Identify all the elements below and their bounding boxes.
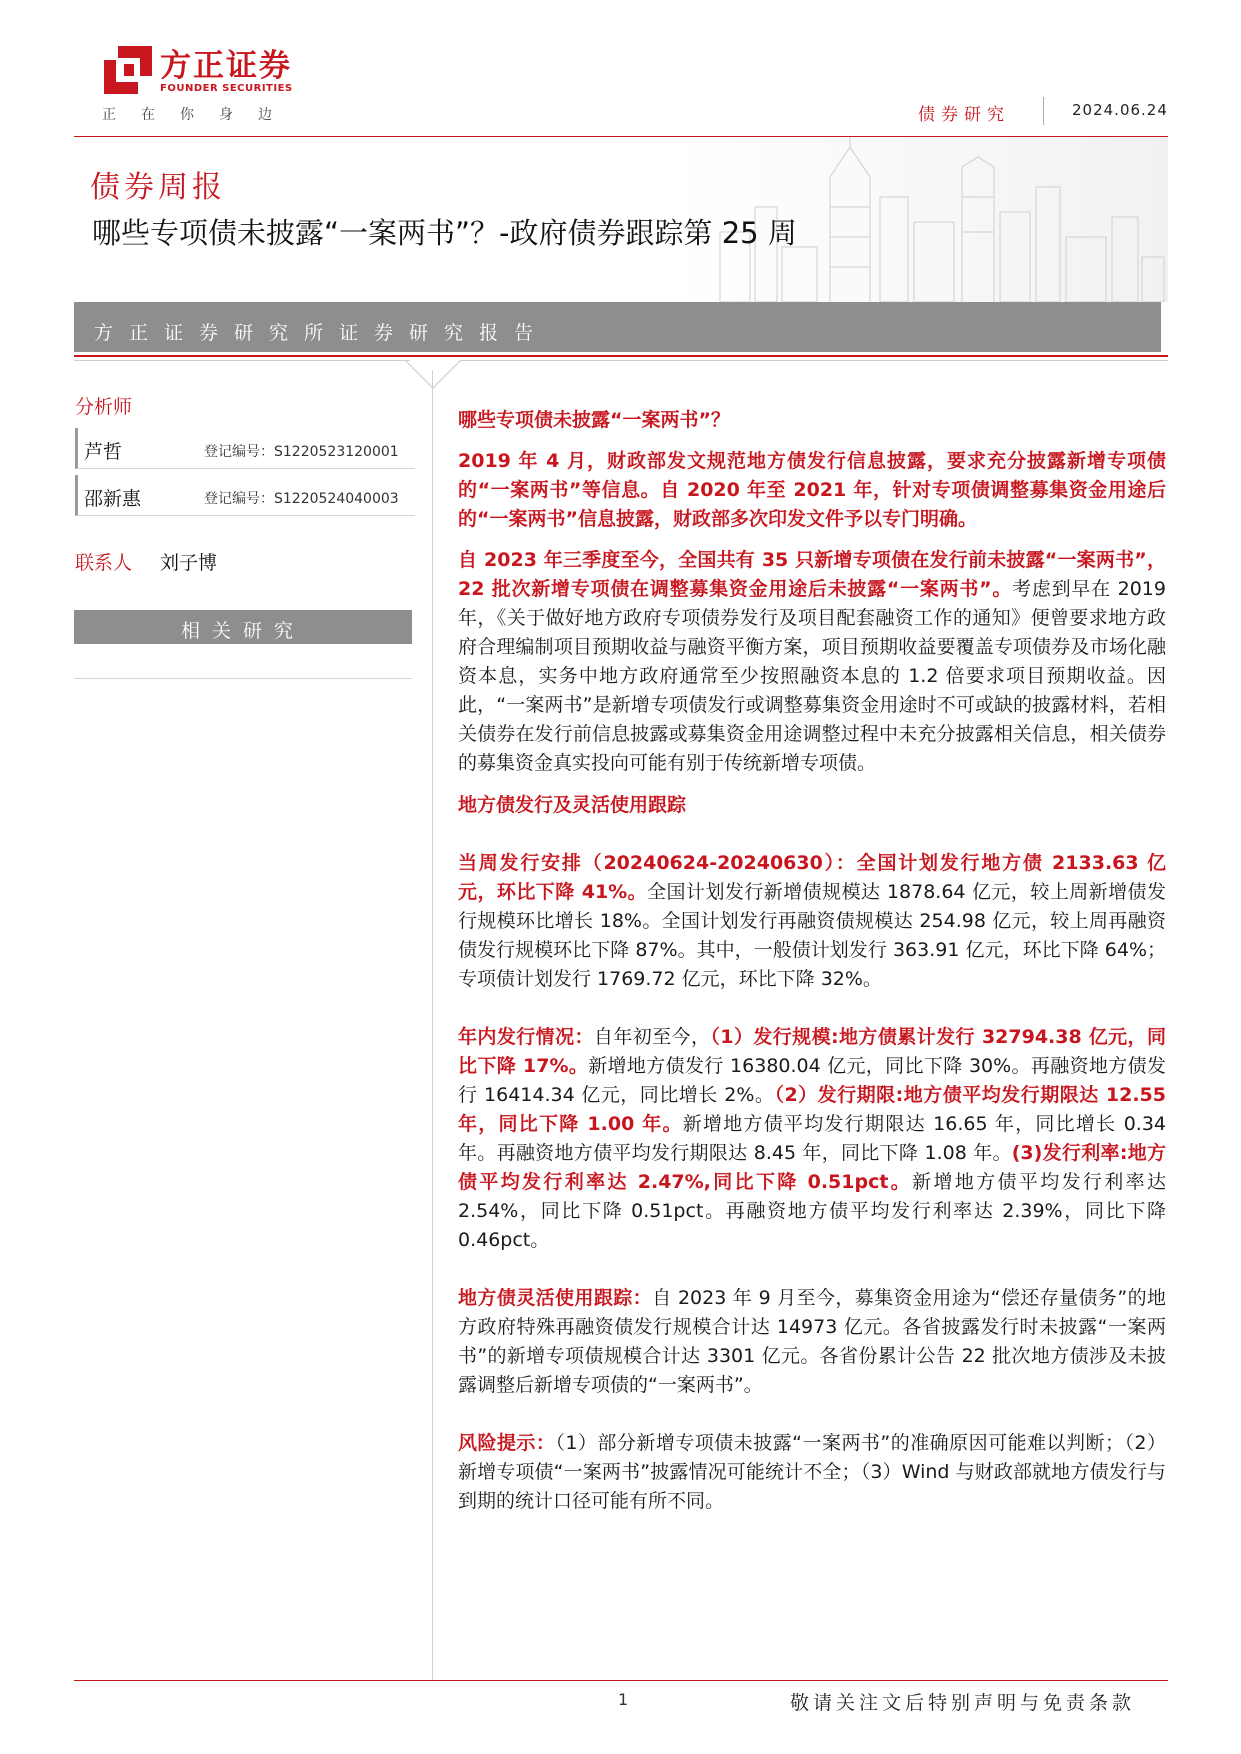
contact-label: 联系人	[75, 552, 133, 574]
section-title: 哪些专项债未披露“一案两书”？	[458, 409, 730, 431]
highlight-text: （1）发行规模:地方债累计发行 32794.38 亿元，同比下降 17%。	[458, 1026, 1166, 1077]
brand-name-en: FOUNDER SECURITIES	[160, 83, 293, 94]
analyst-row	[75, 428, 415, 469]
analyst-name: 邵新惠	[84, 488, 142, 510]
body-text: 新增地方债平均发行利率达 2.54%，同比下降 0.51pct。再融资地方债平均发行利率达 2.39%，同比下降 0.46pct。	[458, 1171, 1166, 1251]
paragraph	[458, 1429, 1166, 1516]
analyst-name: 芦哲	[84, 441, 123, 463]
highlight-text: 自 2023 年三季度至今，全国共有 35 只新增专项债在发行前未披露“一案两书”，22 批次新增专项债在调整募集资金用途后未披露“一案两书”。	[458, 549, 1166, 600]
section-title: 地方债发行及灵活使用跟踪	[458, 794, 687, 816]
column-divider	[432, 370, 433, 1680]
report-body	[458, 406, 1166, 1516]
related-research-rule	[74, 678, 412, 679]
paragraph-label: 风险提示：	[458, 1432, 556, 1454]
paragraph-label: 地方债灵活使用跟踪：	[458, 1287, 653, 1309]
analyst-registration: 登记编号：S1220524040003	[204, 491, 399, 507]
paragraph	[458, 849, 1166, 994]
banner-red-rule	[74, 355, 1168, 357]
body-text: 全国计划发行新增债规模达 1878.64 亿元，较上周新增债发行规模环比增长 18%。全国计划发行再融资债规模达 254.98 亿元，较上周再融资债发行规模环比下降 87%。其中，一般债计划发行 363.91 亿元，环比下降 64%；专项债计划发行 1769.72 亿元，环比下降 32%。	[458, 881, 1167, 990]
brand-name-cn: 方正证券	[160, 48, 292, 84]
body-text: 自年初至今，	[593, 1026, 711, 1048]
report-title: 哪些专项债未披露“一案两书”？-政府债券跟踪第 25 周	[92, 216, 797, 250]
institute-label: 方正证券研究所证券研究报告	[94, 322, 550, 344]
contact-name: 刘子博	[160, 552, 218, 574]
highlight-text: （2）发行期限:地方债平均发行期限达 12.55 年，同比下降 1.00 年。	[458, 1084, 1166, 1135]
paragraph	[458, 1023, 1166, 1255]
header-separator	[1043, 97, 1044, 125]
body-text: 考虑到早在 2019 年，《关于做好地方政府专项债券发行及项目配套融资工作的通知》便曾要求地方政府合理编制项目预期收益与融资平衡方案，项目预期收益要覆盖专项债券及市场化融资本息，实务中地方政府通常至少按照融资本息的 1.2 倍要求项目预期收益。因此，“一案两书”是新增专项债发行或调整募集资金用途时不可或缺的披露材料，若相关债券在发行前信息披露或募集资金用途调整过程中未充分披露相关信息，相关债券的募集资金真实投向可能有别于传统新增专项债。	[458, 578, 1166, 774]
analyst-row	[75, 475, 415, 516]
divider-chevron-icon	[405, 360, 461, 390]
report-type-label: 债券周报	[90, 170, 226, 205]
body-text: 自 2023 年 9 月至今，募集资金用途为“偿还存量债务”的地方政府特殊再融资债发行规模合计达 14973 亿元。各省披露发行时未披露“一案两书”的新增专项债规模合计达 3301 亿元。各省份累计公告 22 批次地方债涉及未披露调整后新增专项债的“一案两书”。	[458, 1287, 1166, 1396]
report-date: 2024.06.24	[1072, 101, 1168, 119]
footer-rule	[74, 1680, 1168, 1681]
highlight-text: (3)发行利率:地方债平均发行利率达 2.47%,同比下降 0.51pct。	[458, 1142, 1167, 1193]
paragraph	[458, 1284, 1166, 1400]
divider-right	[460, 360, 1168, 361]
related-research-label: 相关研究	[180, 620, 305, 642]
body-text: 新增地方债发行 16380.04 亿元，同比下降 30%。再融资地方债发行 16414.34 亿元，同比增长 2%。	[458, 1055, 1166, 1106]
founder-logo-icon	[104, 46, 152, 94]
body-text: （1）部分新增专项债未披露“一案两书”的准确原因可能难以判断；（2）新增专项债“一案两书”披露情况可能统计不全；（3）Wind 与财政部就地方债发行与到期的统计口径可能有所不同。	[458, 1432, 1166, 1512]
report-category: 债券研究	[918, 105, 1010, 125]
key-paragraph: 2019 年 4 月，财政部发文规范地方债发行信息披露，要求充分披露新增专项债的“一案两书”等信息。自 2020 年至 2021 年，针对专项债调整募集资金用途后的“一案两书”信息披露，财政部多次印发文件予以专门明确。	[458, 450, 1166, 530]
analyst-section-label: 分析师	[75, 396, 133, 418]
paragraph	[458, 546, 1166, 778]
page-number: 1	[618, 1690, 629, 1709]
disclaimer-notice: 敬请关注文后特别声明与免责条款	[790, 1692, 1136, 1714]
highlight-text: 当周发行安排（20240624-20240630）：全国计划发行地方债 2133.63 亿元，环比下降 41%。	[458, 852, 1166, 903]
body-text: 新增地方债平均发行期限达 16.65 年，同比增长 0.34 年。再融资地方债平均发行期限达 8.45 年，同比下降 1.08 年。	[458, 1113, 1166, 1164]
paragraph-label: 年内发行情况：	[458, 1026, 594, 1048]
analyst-registration: 登记编号：S1220523120001	[204, 444, 399, 460]
divider-left	[74, 360, 410, 361]
brand-slogan: 正在你身边	[102, 107, 297, 123]
